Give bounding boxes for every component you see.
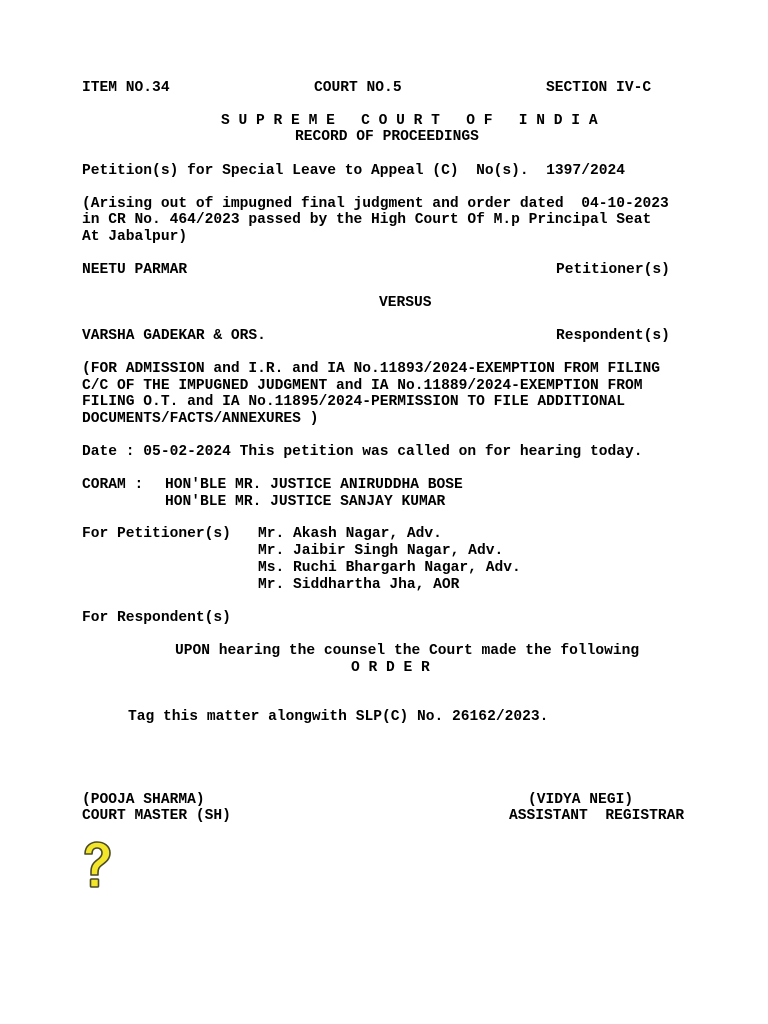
coram-judge-1: HON'BLE MR. JUSTICE ANIRUDDHA BOSE	[165, 477, 463, 493]
item-number: ITEM NO.34	[82, 80, 170, 96]
petitioner-counsel-4: Mr. Siddhartha Jha, AOR	[258, 577, 460, 593]
petitioner-counsel-2: Mr. Jaibir Singh Nagar, Adv.	[258, 543, 504, 559]
signatory-right-name: (VIDYA NEGI)	[528, 792, 634, 808]
versus-label: VERSUS	[379, 295, 432, 311]
petitioner-counsel-3: Ms. Ruchi Bhargarh Nagar, Adv.	[258, 560, 521, 576]
petitioner-counsel-label: For Petitioner(s)	[82, 526, 231, 542]
petition-type: Petition(s) for Special Leave to Appeal (C) No(s). 1397/2024	[82, 163, 625, 179]
court-number: COURT NO.5	[314, 80, 402, 96]
signatory-left-title: COURT MASTER (SH)	[82, 808, 231, 824]
coram-label: CORAM :	[82, 477, 144, 493]
section-label: SECTION IV-C	[546, 80, 652, 96]
applications-line-2: C/C OF THE IMPUGNED JUDGMENT and IA No.11889/2024-EXEMPTION FROM	[82, 378, 643, 394]
order-intro: UPON hearing the counsel the Court made the following	[175, 643, 640, 659]
order-text: Tag this matter alongwith SLP(C) No. 26162/2023.	[128, 709, 549, 725]
signatory-left-name: (POOJA SHARMA)	[82, 792, 205, 808]
arising-line-1: (Arising out of impugned final judgment and order dated 04-10-2023	[82, 196, 669, 212]
applications-line-3: FILING O.T. and IA No.11895/2024-PERMISSION TO FILE ADDITIONAL	[82, 394, 625, 410]
hearing-date: Date : 05-02-2024 This petition was called on for hearing today.	[82, 444, 643, 460]
order-heading: O R D E R	[351, 660, 430, 676]
respondent-label: Respondent(s)	[556, 328, 670, 344]
respondent-counsel-label: For Respondent(s)	[82, 610, 231, 626]
arising-line-3: At Jabalpur)	[82, 229, 188, 245]
petitioner-name: NEETU PARMAR	[82, 262, 188, 278]
applications-line-1: (FOR ADMISSION and I.R. and IA No.11893/2024-EXEMPTION FROM FILING	[82, 361, 661, 377]
record-title: RECORD OF PROCEEDINGS	[295, 129, 479, 145]
applications-line-4: DOCUMENTS/FACTS/ANNEXURES )	[82, 411, 319, 427]
arising-line-2: in CR No. 464/2023 passed by the High Court Of M.p Principal Seat	[82, 212, 652, 228]
question-mark-icon	[80, 840, 114, 890]
petitioner-label: Petitioner(s)	[556, 262, 670, 278]
coram-judge-2: HON'BLE MR. JUSTICE SANJAY KUMAR	[165, 494, 446, 510]
petitioner-counsel-1: Mr. Akash Nagar, Adv.	[258, 526, 442, 542]
signatory-right-title: ASSISTANT REGISTRAR	[509, 808, 685, 824]
court-name: S U P R E M E C O U R T O F I N D I A	[221, 113, 598, 129]
respondent-name: VARSHA GADEKAR & ORS.	[82, 328, 266, 344]
